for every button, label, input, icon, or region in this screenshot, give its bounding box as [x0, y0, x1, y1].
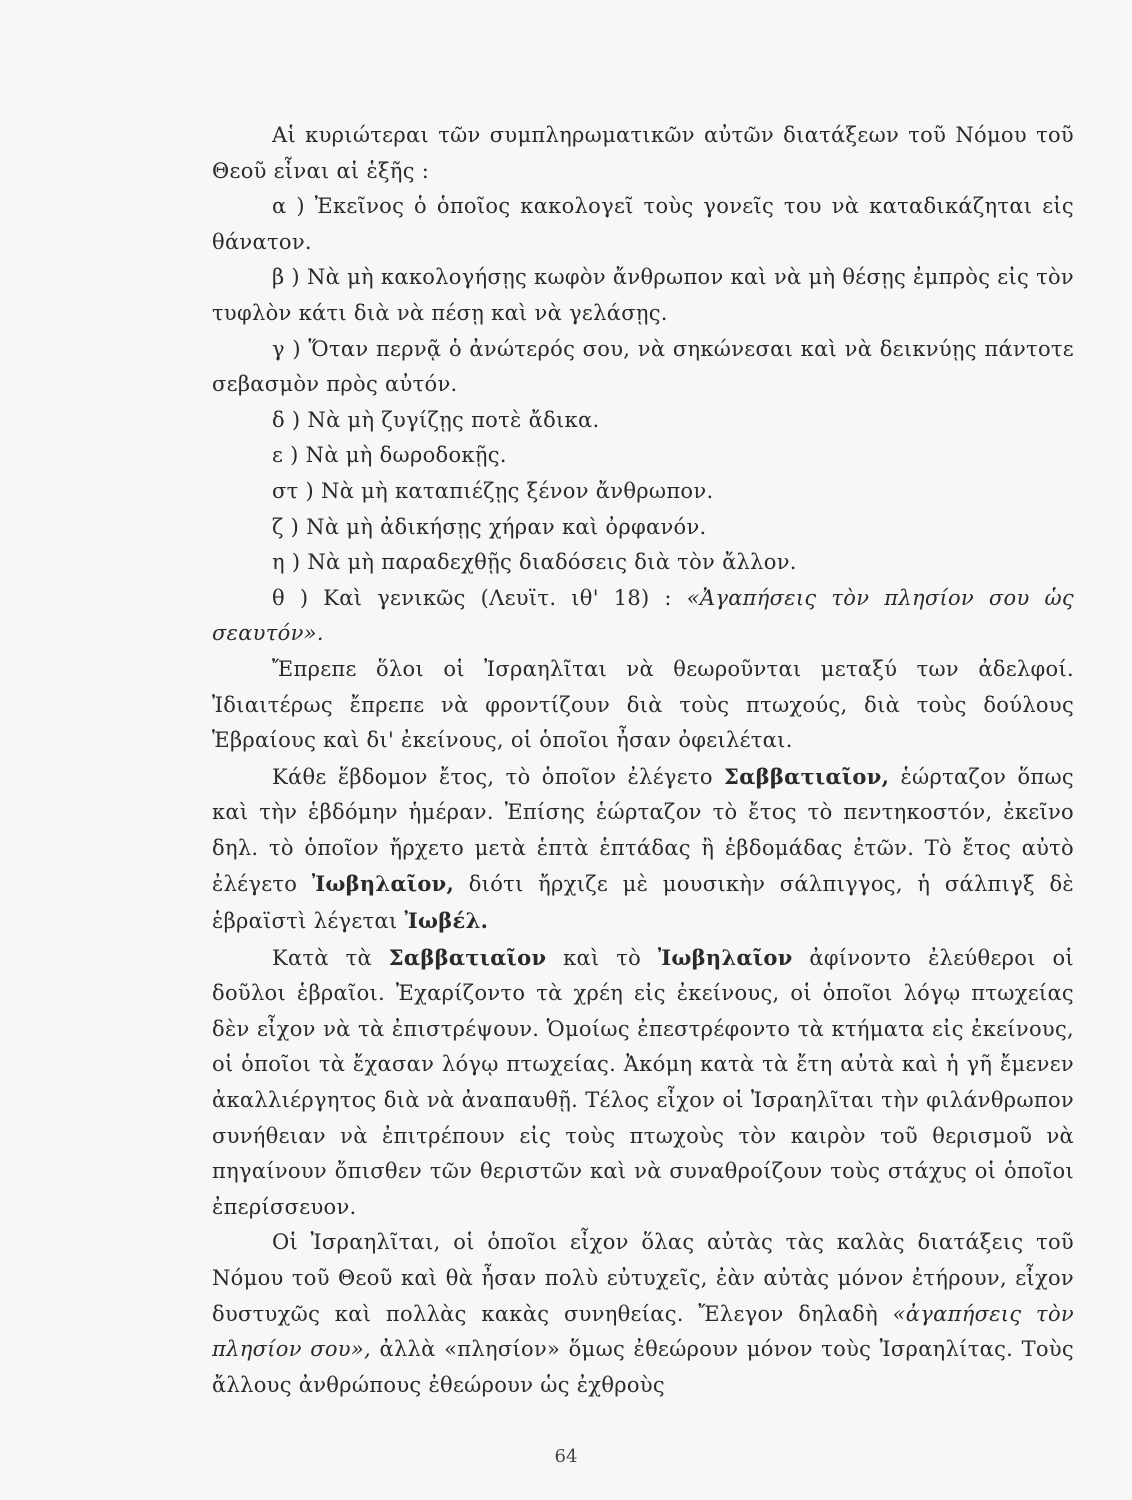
list-item-theta: θ ) Καὶ γενικῶς (Λευϊτ. ιθ' 18) : «Ἀγαπήσεις τὸν πλησίον σου ὡς σεαυτόν».: [212, 585, 1074, 646]
term-jubilee: Ἰωβηλαῖον,: [311, 871, 455, 897]
list-item: β ) Νὰ μὴ κακολογήσῃς κωφὸν ἄνθρωπον καὶ νὰ μὴ θέσῃς ἐμπρὸς εἰς τὸν τυφλὸν κάτι διὰ νὰ πέσῃ καὶ νὰ γελάσῃς.: [212, 265, 1074, 325]
list-item: η ) Νὰ μὴ παραδεχθῇς διαδόσεις διὰ τὸν ἄλλον.: [272, 550, 797, 575]
paragraph-release: Κατὰ τὰ Σαββατιαῖον καὶ τὸ Ἰωβηλαῖον ἀφίνοντο ἐλεύθεροι οἱ δοῦλοι ἑβραῖοι. Ἐχαρίζοντο τὰ χρέη εἰς ἐκείνους, οἱ ὁποῖοι λόγῳ πτωχείας δὲν εἶχον νὰ τὰ ἐπιστρέψουν. Ὁμοίως ἐπεστρέφοντο τὰ κτήματα εἰς ἐκείνους, οἱ ὁποῖοι τὰ ἔχασαν λόγῳ πτωχείας. Ἀκόμη κατὰ τὰ ἔτη αὐτὰ καὶ ἡ γῆ ἔμενεν ἀκαλλιέργητος διὰ νὰ ἀναπαυθῇ. Τέλος εἶχον οἱ Ἰσραηλῖται τὴν φιλάνθρωπον συνήθειαν νὰ ἐπιτρέπουν εἰς τοὺς πτωχοὺς τὸν καιρὸν τοῦ θερισμοῦ νὰ πηγαίνουν ὄπισθεν τῶν θεριστῶν καὶ νὰ συναθροίζουν τοὺς στάχυς οἱ ὁποῖοι ἐπερίσσευον.: [212, 944, 1074, 1219]
page-number: 64: [554, 1446, 578, 1467]
list-item: ζ ) Νὰ μὴ ἀδικήσῃς χήραν καὶ ὀρφανόν.: [272, 514, 707, 539]
quote-plision: «πλησίον»: [444, 1337, 561, 1362]
paragraph-customs: Οἱ Ἰσραηλῖται, οἱ ὁποῖοι εἶχον ὅλας αὐτὰς τὰς καλὰς διατάξεις τοῦ Νόμου τοῦ Θεοῦ καὶ θὰ ἦσαν πολὺ εὐτυχεῖς, ἐὰν αὐτὰς μόνον ἐτήρουν, εἶχον δυστυχῶς καὶ πολλὰς κακὰς συνηθείας. Ἔλεγον δηλαδὴ «ἀγαπήσεις τὸν πλησίον σου», ἀλλὰ «πλησίον» ὅμως ἐθεώρουν μόνον τοὺς Ἰσραηλίτας. Τοὺς ἄλλους ἀνθρώπους ἐθεώρουν ὡς ἐχθροὺς: [212, 1230, 1074, 1397]
page-text: [212, 118, 1074, 1403]
intro-paragraph: Αἱ κυριώτεραι τῶν συμπληρωματικῶν αὐτῶν διατάξεων τοῦ Νόμου τοῦ Θεοῦ εἶναι αἱ ἑξῆς :: [212, 123, 1074, 183]
scripture-quote: «Ἀγαπήσεις τὸν πλησίον σου ὡς σεαυτόν».: [212, 585, 1074, 646]
term-jubilee: Ἰωβηλαῖον: [657, 944, 793, 970]
quote-neighbour: «ἀγαπήσεις τὸν πλησίον σου»,: [212, 1301, 1074, 1362]
list-item: δ ) Νὰ μὴ ζυγίζῃς ποτὲ ἄδικα.: [272, 407, 600, 432]
term-sabbatical: Σαββατιαῖον: [388, 944, 547, 970]
list-item: γ ) Ὅταν περνᾷ ὁ ἀνώτερός σου, νὰ σηκώνεσαι καὶ νὰ δεικνύῃς πάντοτε σεβασμὸν πρὸς αὐτόν.: [212, 336, 1074, 397]
list-item: ε ) Νὰ μὴ δωροδοκῇς.: [272, 443, 507, 468]
list-item: στ ) Νὰ μὴ καταπιέζῃς ξένον ἄνθρωπον.: [272, 478, 714, 503]
list-item: α ) Ἐκεῖνος ὁ ὁποῖος κακολογεῖ τοὺς γονεῖς του νὰ καταδικάζηται εἰς θάνατον.: [212, 194, 1074, 254]
term-iovel: Ἰωβέλ.: [404, 908, 489, 934]
term-sabbatical: Σαββατιαῖον,: [724, 763, 890, 789]
paragraph-brotherhood: Ἔπρεπε ὅλοι οἱ Ἰσραηλῖται νὰ θεωροῦνται μεταξύ των ἀδελφοί. Ἰδιαιτέρως ἔπρεπε νὰ φροντίζουν διὰ τοὺς πτωχούς, διὰ τοὺς δούλους Ἑβραίους καὶ δι' ἐκείνους, οἱ ὁποῖοι ἦσαν ὀφειλέται.: [212, 656, 1074, 753]
paragraph-sabbatical: Κάθε ἕβδομον ἔτος, τὸ ὁποῖον ἐλέγετο Σαββατιαῖον, ἑώρταζον ὅπως καὶ τὴν ἑβδόμην ἡμέραν. Ἐπίσης ἑώρταζον τὸ ἔτος τὸ πεντηκοστόν, ἐκεῖνο δηλ. τὸ ὁποῖον ἤρχετο μετὰ ἑπτὰ ἑπτάδας ἢ ἑβδομάδας ἐτῶν. Τὸ ἔτος αὐτὸ ἐλέγετο Ἰωβηλαῖον, διότι ἤρχιζε μὲ μουσικὴν σάλπιγγος, ἡ σάλπιγξ δὲ ἑβραϊστὶ λέγεται Ἰωβέλ.: [212, 763, 1074, 934]
